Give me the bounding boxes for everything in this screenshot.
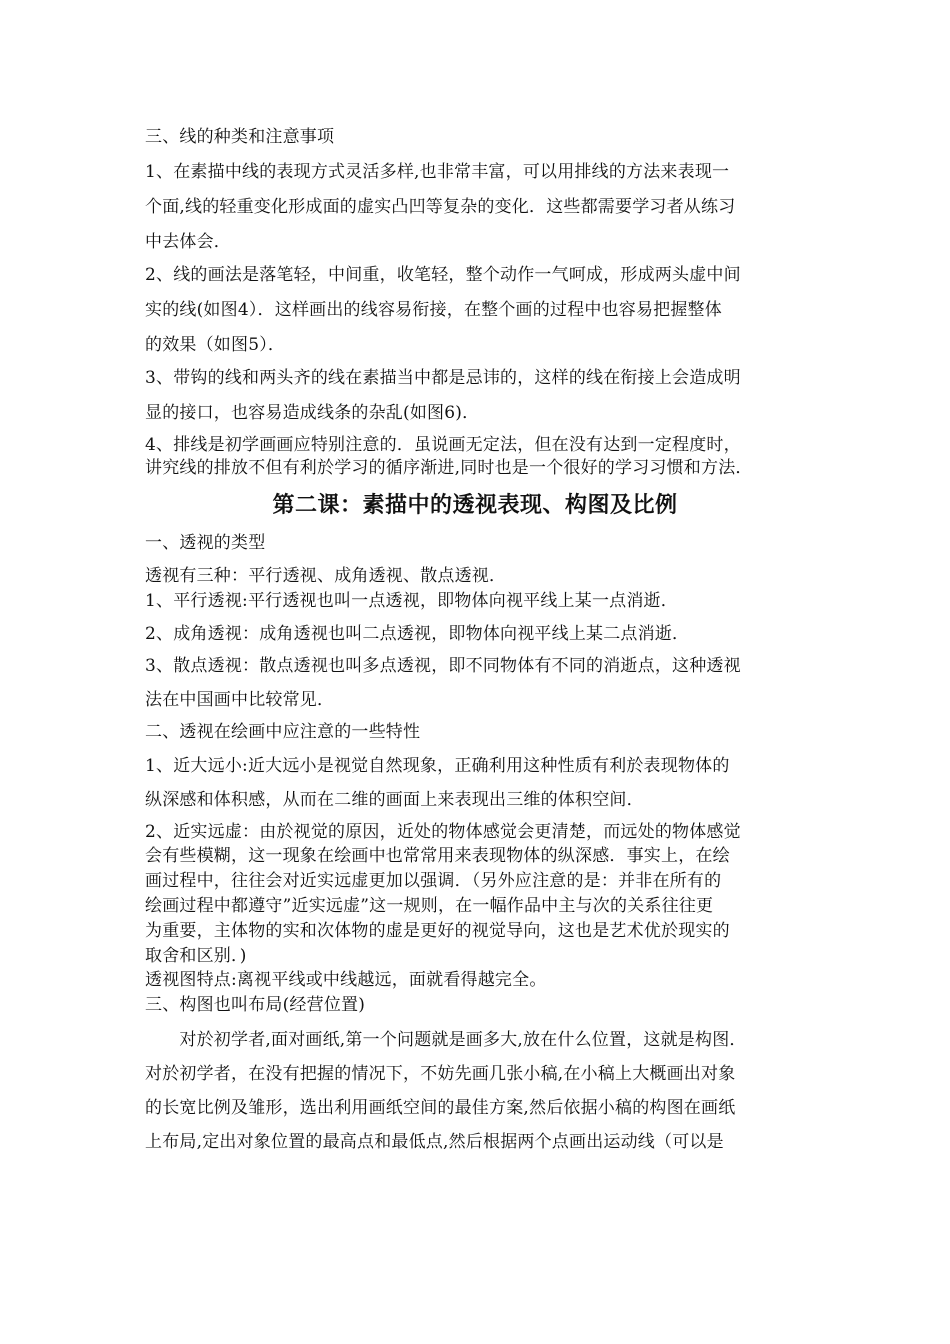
paragraph-2-line-2: 实的线(如图4）．这样画出的线容易衔接，在整个画的过程中也容易把握整体 [145, 300, 722, 320]
perspective-features-heading: 二、透视在绘画中应注意的一些特性 [145, 722, 421, 742]
perspective-type-3-line-1: 3、散点透视：散点透视也叫多点透视，即不同物体有不同的消逝点，这种透视 [145, 656, 741, 676]
paragraph-1-line-1: 1、在素描中线的表现方式灵活多样,也非常丰富，可以用排线的方法来表现一 [145, 162, 730, 182]
feature-1-line-1: 1、近大远小:近大远小是视觉自然现象，正确利用这种性质有利於表现物体的 [145, 756, 730, 776]
perspective-types-heading: 一、透视的类型 [145, 533, 266, 553]
feature-2-line-3: 画过程中，往往会对近实远虚更加以强调．（另外应注意的是：并非在所有的 [145, 871, 722, 891]
feature-2-line-2: 会有些模糊，这一现象在绘画中也常常用来表现物体的纵深感．事实上，在绘 [145, 846, 730, 866]
paragraph-4-line-1: 4、排线是初学画画应特别注意的．虽说画无定法，但在没有达到一定程度时， [145, 435, 741, 455]
perspective-types-intro: 透视有三种：平行透视、成角透视、散点透视． [145, 566, 507, 586]
paragraph-1-line-2: 个面,线的轻重变化形成面的虚实凸凹等复杂的变化．这些都需要学习者从练习 [145, 197, 736, 217]
paragraph-3-line-1: 3、带钩的线和两头齐的线在素描当中都是忌讳的，这样的线在衔接上会造成明 [145, 368, 741, 388]
paragraph-2-line-3: 的效果（如图5）． [145, 335, 286, 355]
paragraph-4-line-2: 讲究线的排放不但有利於学习的循序渐进,同时也是一个很好的学习习惯和方法． [145, 458, 753, 478]
composition-paragraph-line-4: 上布局,定出对象位置的最高点和最低点,然后根据两个点画出运动线（可以是 [145, 1132, 724, 1152]
paragraph-2-line-1: 2、线的画法是落笔轻，中间重，收笔轻，整个动作一气呵成，形成两头虚中间 [145, 265, 741, 285]
perspective-type-3-line-2: 法在中国画中比较常见． [145, 690, 335, 710]
feature-2-line-1: 2、近实远虚：由於视觉的原因，近处的物体感觉会更清楚，而远处的物体感觉 [145, 822, 741, 842]
feature-2-line-6: 取舍和区别．) [145, 946, 247, 966]
perspective-type-1: 1、平行透视:平行透视也叫一点透视，即物体向视平线上某一点消逝． [145, 591, 678, 611]
feature-1-line-2: 纵深感和体积感，从而在二维的画面上来表现出三维的体积空间． [145, 790, 644, 810]
composition-paragraph-line-1: 对於初学者,面对画纸,第一个问题就是画多大,放在什么位置，这就是构图． [145, 1030, 747, 1050]
perspective-type-2: 2、成角透视：成角透视也叫二点透视，即物体向视平线上某二点消逝． [145, 624, 690, 644]
perspective-drawing-feature: 透视图特点:离视平线或中线越远，面就看得越完全。 [145, 970, 547, 990]
paragraph-3-line-2: 显的接口，也容易造成线条的杂乱(如图6)． [145, 403, 480, 423]
lesson-2-title: 第二课：素描中的透视表现、构图及比例 [272, 493, 678, 518]
section-heading-line-types: 三、线的种类和注意事项 [145, 127, 335, 147]
composition-paragraph-line-3: 的长宽比例及雏形，选出利用画纸空间的最佳方案,然后依据小稿的构图在画纸 [145, 1098, 736, 1118]
feature-2-line-5: 为重要，主体物的实和次体物的虚是更好的视觉导向，这也是艺术优於现实的 [145, 921, 730, 941]
composition-paragraph-line-2: 对於初学者，在没有把握的情况下，不妨先画几张小稿,在小稿上大概画出对象 [145, 1064, 736, 1084]
paragraph-1-line-3: 中去体会． [145, 232, 231, 252]
feature-2-line-4: 绘画过程中都遵守”近实远虚”这一规则，在一幅作品中主与次的关系往往更 [145, 896, 714, 916]
composition-heading: 三、构图也叫布局(经营位置) [145, 995, 366, 1015]
